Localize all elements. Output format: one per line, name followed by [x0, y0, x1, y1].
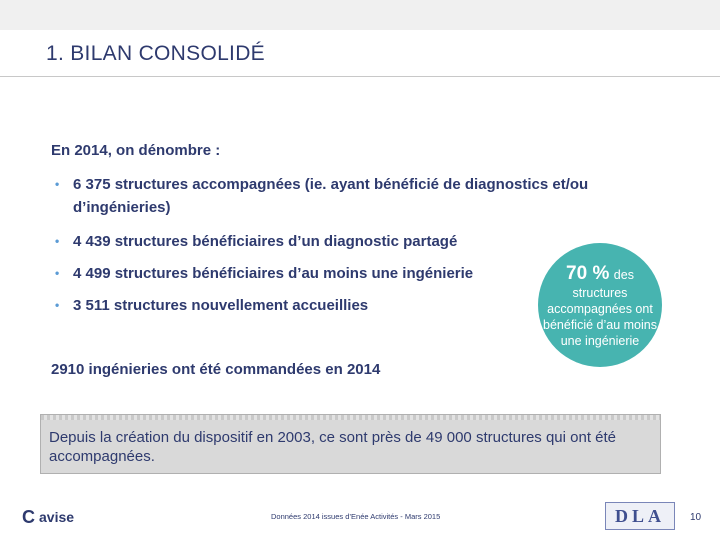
- top-band: [0, 0, 720, 30]
- page-number: 10: [690, 512, 702, 523]
- callout-pattern-bar: [41, 415, 660, 420]
- bullet-text: 4 499 structures bénéficiaires d’au moins une ingénierie: [73, 265, 474, 282]
- bullet-text: 6 375 structures accompagnées (ie. ayant bénéficié de diagnostics et/ou d’ingénieries): [73, 176, 589, 216]
- dla-logo-text: DLA: [614, 505, 665, 526]
- stat-circle: [538, 243, 662, 367]
- avise-logo-text: avise: [39, 509, 75, 525]
- bullet-marker: •: [55, 177, 60, 191]
- bullet-text: 4 439 structures bénéficiaires d’un diagnostic partagé: [73, 233, 458, 250]
- callout-box: [40, 414, 661, 474]
- bullet-marker: •: [55, 266, 60, 280]
- slide-title: 1. BILAN CONSOLIDÉ: [46, 42, 265, 65]
- footer-note: Données 2014 issues d’Enée Activités - Mars 2015: [271, 512, 441, 521]
- intro-text: En 2014, on dénombre :: [51, 142, 221, 159]
- avise-logo-mark: C: [22, 507, 35, 527]
- stat-percent: 70 %: [566, 263, 610, 284]
- bullet-marker: •: [55, 298, 60, 312]
- dla-logo: [605, 502, 675, 530]
- stat-description: structures accompagnées ont bénéficié d’au moins une ingénierie: [543, 286, 657, 348]
- avise-logo: [22, 508, 74, 526]
- bullet-item: [55, 173, 675, 219]
- bullet-marker: •: [55, 234, 60, 248]
- closing-text: 2910 ingénieries ont été commandées en 2014: [51, 361, 381, 378]
- callout-text: Depuis la création du dispositif en 2003, ce sont près de 49 000 structures qui ont été accompagnées.: [49, 429, 617, 465]
- bullet-text: 3 511 structures nouvellement accueillies: [73, 297, 369, 314]
- stat-first-word: des: [613, 268, 634, 282]
